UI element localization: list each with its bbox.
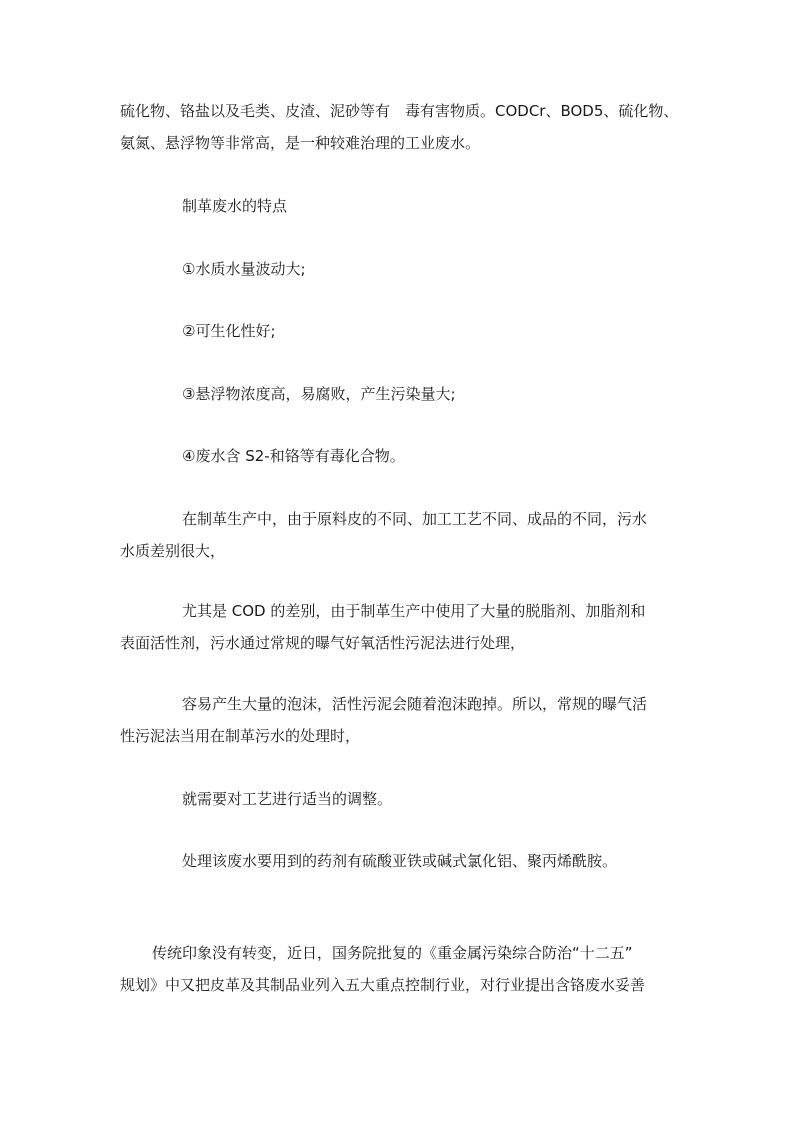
list-item-text: ④废水含 S2-和铬等有毒化合物。 (182, 447, 405, 465)
paragraph (120, 503, 647, 567)
text-line: 规划》中又把皮革及其制品业列入五大重点控制行业，对行业提出含铬废水妥善 (120, 976, 646, 994)
text-line: 传统印象没有转变，近日，国务院批复的《重金属污染综合防治“十二五” (152, 944, 633, 962)
paragraph (120, 688, 647, 752)
list-item (182, 315, 276, 347)
paragraph (120, 937, 645, 1001)
text-line: 在制革生产中，由于原料皮的不同、加工工艺不同、成品的不同，污水 (182, 510, 648, 528)
text-line: 就需要对工艺进行适当的调整。 (182, 790, 393, 808)
text-line: 处理该废水要用到的药剂有硫酸亚铁或碱式氯化铝、聚丙烯酰胺。 (182, 852, 618, 870)
list-item-text: ①水质水量波动大; (182, 260, 306, 278)
list-item (182, 253, 306, 285)
text-line: 尤其是 COD 的差别，由于制革生产中使用了大量的脱脂剂、加脂剂和 (182, 602, 646, 620)
text-line: 水质差别很大， (120, 542, 226, 560)
list-item (182, 378, 456, 410)
text-line: 表面活性剂，污水通过常规的曝气好氧活性污泥法进行处理， (120, 634, 526, 652)
section-heading (182, 190, 287, 222)
intro-paragraph (120, 95, 678, 159)
list-item-text: ②可生化性好; (182, 322, 276, 340)
paragraph (182, 845, 617, 877)
list-item-text: ③悬浮物浓度高，易腐败，产生污染量大; (182, 385, 456, 403)
paragraph (182, 783, 392, 815)
text-line: 氨氮、悬浮物等非常高，是一种较难治理的工业废水。 (120, 134, 481, 152)
list-item (182, 440, 405, 472)
text-line: 硫化物、铬盐以及毛类、皮渣、泥砂等有 毒有害物质。CODCr、BOD5、硫化物、 (120, 102, 679, 120)
text-line: 容易产生大量的泡沫，活性污泥会随着泡沫跑掉。所以，常规的曝气活 (182, 695, 648, 713)
text-line: 性污泥法当用在制革污水的处理时， (120, 727, 361, 745)
heading-text: 制革废水的特点 (182, 197, 288, 215)
paragraph (120, 595, 645, 659)
